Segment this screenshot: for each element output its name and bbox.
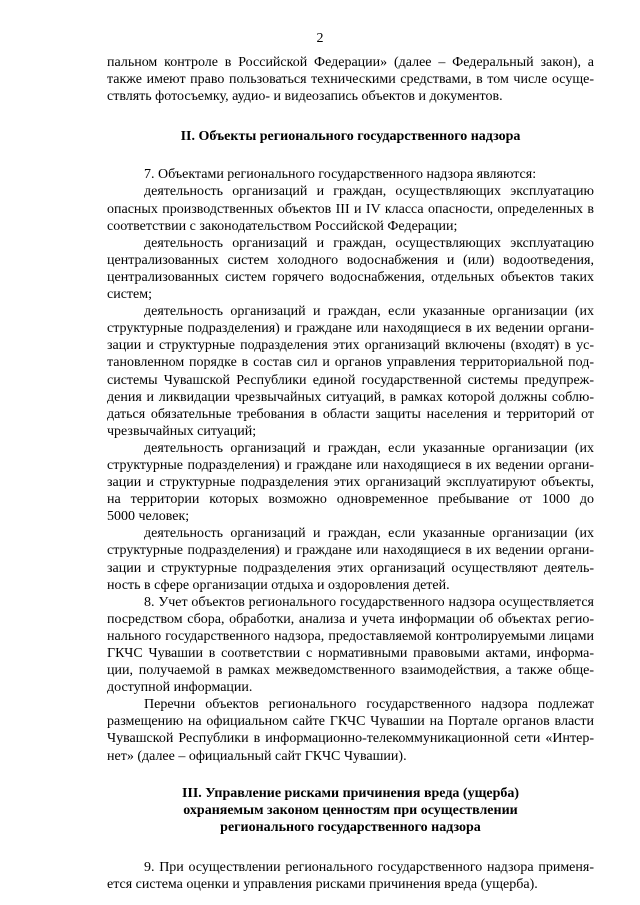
text-line: тановленном порядке в состав сил и органов управления территориальной под- [107,355,594,371]
page-number: 2 [316,31,324,46]
section-3-body [107,859,594,893]
text-line: соответствии с законодательством Российской Федерации; [107,218,458,234]
text-line: нет» (далее – официальный сайт ГКЧС Чувашии). [107,748,407,764]
text-line: на территории которых возможно одновременное пребывание от 1000 до [107,492,594,508]
document-body [107,54,594,893]
text-line: чрезвычайных ситуаций; [107,423,257,439]
text-line: систем; [107,287,153,303]
text-line: Перечни объектов регионального государственного надзора подлежат [144,697,594,713]
text-line: ется система оценки и управления рисками причинения вреда (ущерба). [107,877,538,893]
text-line: пальном контроле в Российской Федерации» (далее – Федеральный закон), а [107,55,594,70]
text-line: ность в сфере организации отдыха и оздоровления детей. [107,577,450,593]
text-line: централизованных систем холодного водоснабжения и (или) водоотведения, [107,252,594,268]
text-line: деятельность организаций и граждан, если указанные организации (их [144,304,594,320]
text-line: 5000 человек; [107,509,190,525]
paragraph-8-lead: 8. Учет объектов регионального государственного надзора осуществляется [144,594,594,610]
text-line: деятельность организаций и граждан, если указанные организации (их [144,440,594,456]
text-line: зации и структурные подразделения этих организаций включены (входят) в ус- [107,338,594,354]
text-line: опасных производственных объектов III и IV класса опасности, определенных в [107,201,594,217]
paragraph-7-lead: 7. Объектами регионального государственного надзора являются: [144,167,537,183]
text-line: централизованных систем горячего водоснабжения, отдельных объектов таких [107,269,594,285]
text-line: зации и структурные подразделения этих организаций осуществляют деятель- [107,560,594,576]
text-line: ции, получаемой в рамках межведомственного взаимодействия, а также обще- [107,663,594,679]
intro-paragraph [107,54,594,105]
text-line: посредством сбора, обработки, анализа и учета информации об объектах регио- [107,611,594,627]
section-3-heading-line: III. Управление рисками причинения вреда (ущерба) [181,785,520,801]
text-line: системы Чувашской Республики единой государственной системы предупреж- [107,372,594,388]
text-line: деятельность организаций и граждан, если указанные организации (их [144,526,594,542]
text-line: структурные подразделения) и граждане или находящиеся в их ведении органи- [107,543,594,559]
text-line: деятельность организаций и граждан, осуществляющих эксплуатацию [144,235,594,251]
text-line: зации и структурные подразделения этих организаций эксплуатируют объекты, [107,475,594,491]
text-line: Чувашской Республики в информационно-телекоммуникационной сети «Интер- [107,731,594,747]
text-line: нального государственного надзора, предоставляемой контролируемыми лицами [107,628,594,644]
text-line: ГКЧС Чувашии в соответствии с нормативными правовыми актами, информа- [107,646,594,661]
text-line: размещению на официальном сайте ГКЧС Чувашии на Портале органов власти [107,714,594,730]
section-3-heading-line: охраняемым законом ценностям при осуществлении [183,802,518,818]
text-line: доступной информации. [107,680,253,696]
section-2-heading: II. Объекты регионального государственного надзора [180,129,521,145]
text-line: структурные подразделения) и граждане или находящиеся в их ведении органи- [107,321,594,337]
text-line: даться обязательные требования в области защиты населения и территорий от [107,406,594,422]
text-line: ствлять фотосъемку, аудио- и видеозапись объектов и документов. [107,89,503,105]
section-3-heading-line: регионального государственного надзора [220,819,481,835]
section-3-heading [107,785,594,836]
paragraph-9-lead: 9. При осуществлении регионального государственного надзора применя- [144,859,594,875]
text-line: дения и ликвидации чрезвычайных ситуаций, в рамках которой должны соблю- [107,389,594,405]
text-line: структурные подразделения) и граждане или находящиеся в их ведении органи- [107,457,594,473]
text-line: также имеют право пользоваться техническими средствами, в том числе осуще- [107,72,594,88]
text-line: деятельность организаций и граждан, осуществляющих эксплуатацию [144,184,594,200]
section-2-body [107,166,594,764]
